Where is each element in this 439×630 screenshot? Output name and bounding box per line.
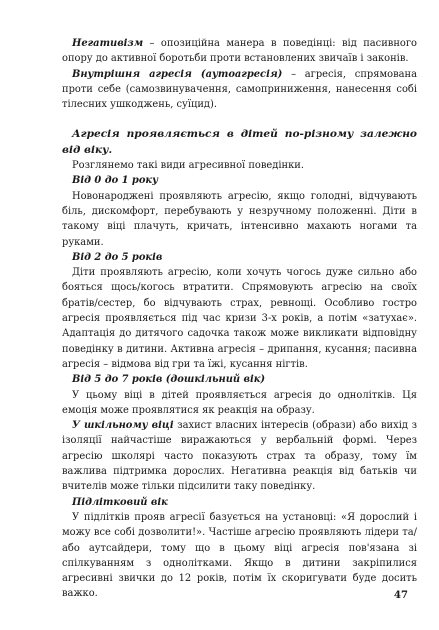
intro-text: Розглянемо такі види агресивної поведінки.	[72, 160, 304, 172]
teen-text: У підлітків прояв агресії базується на установці: «Я дорослий і можу все собі дозволити!». Частіше агресію проявляють лідери та/або аутсайдери, тому що в цьому віці агресія пов'язана зі спілкуванням з однолітками. Якщо в дитини закріпилися агресивні звички до 12 років, потім їх скоригувати буде досить важко.	[62, 511, 417, 600]
paragraph-autoaggression	[62, 67, 417, 113]
school-age-paragraph	[62, 418, 417, 494]
term-autoaggression: Внутрішня агресія (аутоагресія)	[72, 68, 283, 80]
spacer	[62, 112, 417, 127]
school-age-text: захист власних інтересів (образи) або вихід з ізоляції найчастіше виражаються у вербальній формі. Через агресію школярі часто показують страх та образу, тому їм важлива підтримка дорослих. Негативна реакція від батьків чи вчителів може тільки підсилити таку поведінку.	[62, 420, 417, 493]
page-number: 47	[394, 590, 408, 601]
term-negativism: Негативізм	[72, 38, 144, 49]
age-2-5-title: Від 2 до 5 років	[72, 251, 163, 263]
page-text	[62, 36, 417, 602]
section-heading: Агресія проявляється в дітей по-різному залежно від віку.	[62, 128, 417, 156]
age-2-5-text: Діти проявляють агресію, коли хочуть чогось дуже сильно або бояться щось/когось втратити. Спрямовують агресію на своїх братів/сестер, бо відчувають страх, ревнощі. Особливо гостро агресія проявляється під час кризи 3-х років, а потім «затухає». Адаптація до дитячого садочка також може викликати відповідну поведінку в дитини. Активна агресія – дрипання, кусання; пасивна агресія – відмова від гри та їжі, кусання нігтів.	[62, 267, 417, 370]
school-age-lead: У шкільному віці	[72, 420, 174, 432]
definition-negativism: – опозиційна манера в поведінці: від пасивного опору до активної боротьби проти встановлених звичаїв і законів.	[62, 38, 417, 65]
age-5-7-title: Від 5 до 7 років (дошкільний вік)	[72, 374, 266, 386]
paragraph-negativism	[62, 36, 417, 67]
age-5-7-text: У цьому віці в дітей проявляється агресія до однолітків. Ця емоція може проявлятися як реакція на образу.	[62, 389, 417, 416]
teen-title: Підлітковий вік	[72, 496, 168, 508]
age-0-1-title: Від 0 до 1 року	[72, 175, 158, 187]
definition-autoaggression: – агресія, спрямована проти себе (самозвинувачення, самоприниження, нанесення собі тілесних ушкоджень, суїцид).	[62, 68, 417, 111]
age-0-1-text: Новонароджені проявляють агресію, якщо голодні, відчувають біль, дискомфорт, перебувають у незручному положенні. Діти в такому віці плачуть, кричать, інтенсивно махають ногами та руками.	[62, 190, 417, 248]
